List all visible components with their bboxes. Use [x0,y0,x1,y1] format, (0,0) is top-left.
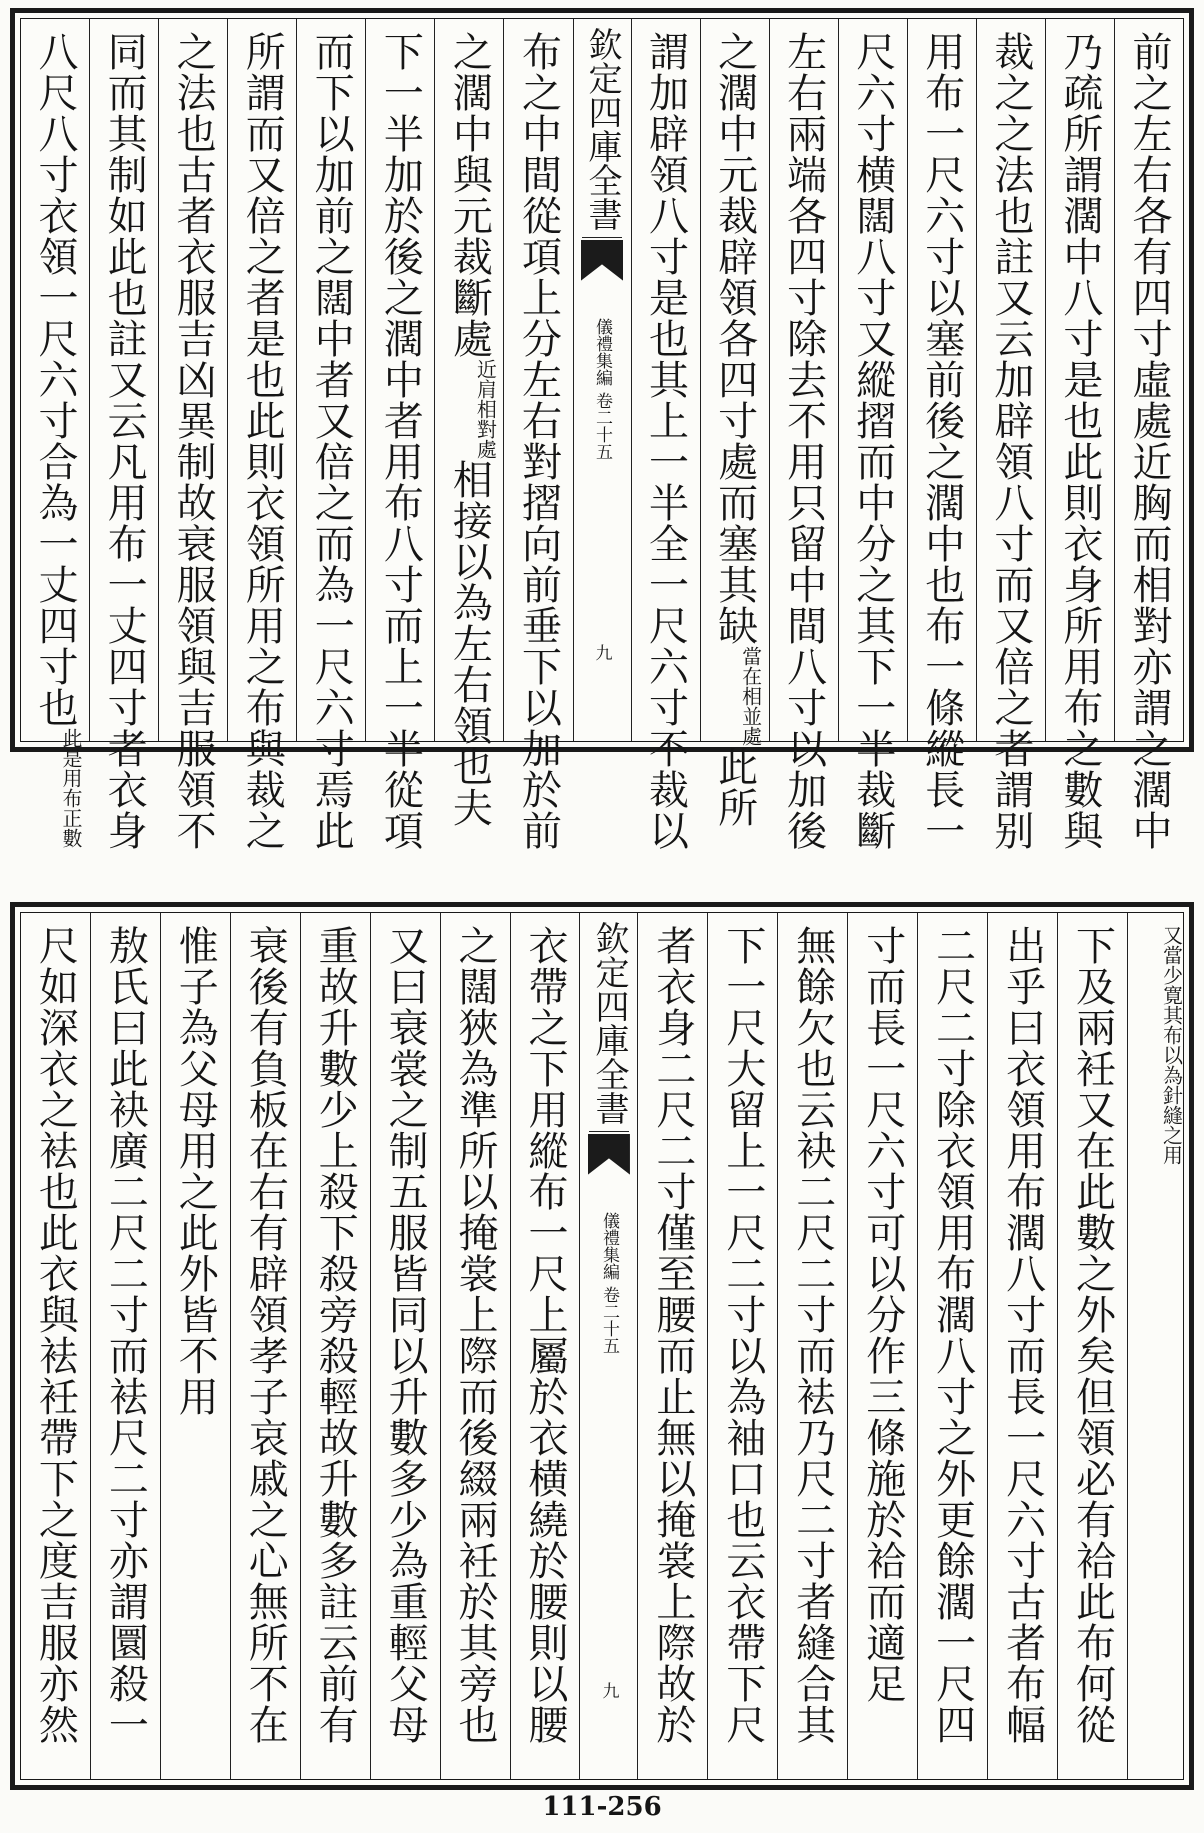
volume-label: 卷二十五 [598,1286,619,1354]
text-column [847,913,917,1779]
column-text: 二尺二寸除衣領用布濶八寸之外更餘濶一尺四 [929,925,976,1745]
text-column [631,19,700,851]
center-margin [579,913,637,1779]
fish-tail-mark-icon [588,1134,630,1192]
column-text: 出乎曰衣領用布濶八寸而長一尺六寸古者布幅 [999,925,1046,1745]
column-text-tail: 相接以為左右領也夫 [446,459,493,828]
column-text: 敖氏曰此袂廣二尺二寸而袪尺二寸亦謂圜殺一 [102,925,149,1745]
column-text: 衰後有負板在右有辟領孝子哀戚之心無所不在 [242,925,289,1745]
column-text: 寸而長一尺六寸可以分作三條施於袷而適足 [859,925,906,1704]
text-column [976,19,1045,851]
volume-label: 卷二十五 [592,392,612,460]
text-column [90,913,160,1779]
annotation-note: 又當少寛其布以為針縫之用 [1159,925,1184,1165]
column-text: 下及兩衽又在此數之外矣但領必有袷此布何從 [1069,925,1116,1745]
page-number: 111-256 [542,1792,662,1822]
column-text: 者衣身二尺二寸僅至腰而止無以掩裳上際故於 [649,925,696,1745]
annotation-note: 此是用布正數 [59,728,84,848]
top-page [10,8,1194,851]
center-margin [573,19,631,741]
text-column [907,19,976,851]
column-text-tail: 此所 [711,746,758,828]
column-text: 之濶中元裁辟領各四寸處而塞其缺 [711,31,758,646]
text-column [1114,19,1183,851]
column-text: 而下以加前之闊中者又倍之而為一尺六寸焉此 [308,31,355,851]
column-text: 所謂而又倍之者是也此則衣領所用之布與裁之 [239,31,286,851]
column-text: 乃疏所謂濶中八寸是也此則衣身所用布之數與 [1056,31,1103,851]
text-column [158,19,227,851]
column-text: 之濶中與元裁斷處 [446,31,493,359]
text-column [503,19,572,851]
column-text: 無餘欠也云袂二尺二寸而袪乃尺二寸者縫合其 [789,925,836,1745]
text-column [365,19,434,851]
column-text: 尺如深衣之袪也此衣與袪衽帶下之度吉服亦然 [32,925,79,1745]
column-text: 又曰衰裳之制五服皆同以升數多少為重輕父母 [382,925,429,1745]
column-text: 尺六寸横闊八寸又縱摺而中分之其下一半裁斷 [849,31,896,851]
text-column [89,19,158,851]
text-column [1127,913,1183,1779]
book-title: 欽定四庫全書 [582,19,622,238]
column-text: 之法也古者衣服吉凶異制故衰服領與吉服領不 [170,31,217,851]
text-column [370,913,440,1779]
column-text: 衣帶之下用縱布一尺上屬於衣横繞於腰則以腰 [521,925,568,1745]
annotation-note: 近肩相對處 [473,359,498,459]
text-column [637,913,707,1779]
column-text: 之闊狹為準所以掩裳上際而後綴兩衽於其旁也 [452,925,499,1745]
collection-title: 儀禮集編 [592,318,612,386]
text-column [1057,913,1127,1779]
top-page-columns [20,18,1184,851]
text-column [510,913,580,1779]
text-column [917,913,987,1779]
column-text: 前之左右各有四寸虛處近胸而相對亦謂之濶中 [1125,31,1172,851]
fish-tail-mark-icon [581,240,623,298]
text-column [21,19,89,848]
text-column [230,913,300,1779]
bottom-page-columns [20,912,1184,1780]
column-text: 布之中間從項上分左右對摺向前垂下以加於前 [515,31,562,851]
text-column [777,913,847,1779]
column-text: 重故升數少上殺下殺旁殺輕故升數多註云前有 [312,925,359,1745]
column-text: 裁之之法也註又云加辟領八寸而又倍之者謂别 [987,31,1034,851]
text-column [300,913,370,1779]
book-title: 欽定四庫全書 [589,913,629,1132]
column-text: 謂加辟領八寸是也其上一半全一尺六寸不裁以 [642,31,689,851]
text-column [296,19,365,851]
text-column [227,19,296,851]
text-column [838,19,907,851]
folio-number: 九 [598,1682,619,1699]
text-column [987,913,1057,1779]
column-text: 惟子為父母用之此外皆不用 [172,925,219,1417]
text-column [440,913,510,1779]
text-column [434,19,503,828]
bottom-page [10,902,1194,1790]
column-text: 下一尺大留上一尺二寸以為袖口也云衣帶下尺 [719,925,766,1745]
collection-title: 儀禮集編 [598,1212,619,1280]
column-text: 用布一尺六寸以塞前後之濶中也布一條縱長一 [918,31,965,851]
text-column [707,913,777,1779]
text-column [160,913,230,1779]
text-column [700,19,769,828]
annotation-note: 當在相並處 [738,646,763,746]
column-text: 八尺八寸衣領一尺六寸合為一丈四寸也 [32,31,79,728]
text-column [21,913,90,1779]
column-text: 下一半加於後之濶中者用布八寸而上一半從項 [377,31,424,851]
folio-number: 九 [591,644,612,661]
column-text: 左右兩端各四寸除去不用只留中間八寸以加後 [780,31,827,851]
text-column [1045,19,1114,851]
column-text: 同而其制如此也註又云凡用布一丈四寸者衣身 [101,31,148,851]
text-column [769,19,838,851]
